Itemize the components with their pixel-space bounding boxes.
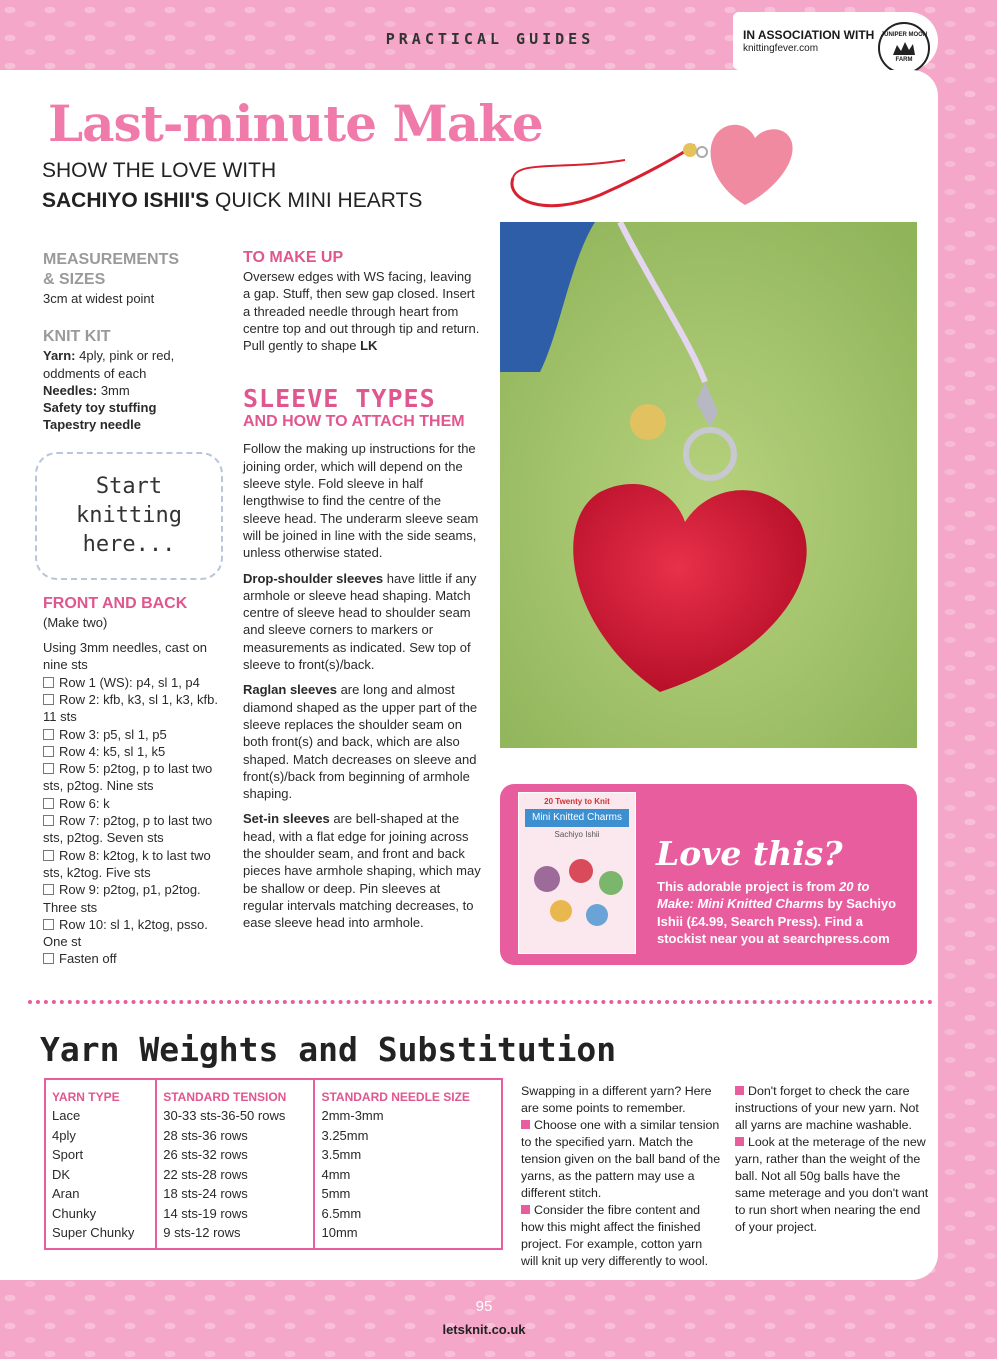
checkbox-icon[interactable] — [43, 746, 54, 757]
row-text: Row 10: sl 1, k2tog, psso. One st — [43, 916, 208, 950]
row-item[interactable] — [43, 743, 233, 760]
checkbox-icon[interactable] — [43, 729, 54, 740]
measurements-heading-line-2: & SIZES — [43, 271, 106, 288]
make-up-text — [243, 268, 481, 354]
tip-text: Look at the meterage of the new yarn, rather than the weight of the ball. Not all 50g balls have the same meterage and you don't want to run short when nearing the end of your project. — [735, 1135, 929, 1234]
bullet-square-icon — [521, 1205, 530, 1214]
table-row — [45, 1166, 502, 1186]
bell-icon — [683, 143, 697, 157]
tip-item — [521, 1202, 721, 1270]
table-row — [45, 1205, 502, 1225]
row-text: Fasten off — [59, 951, 117, 967]
cell-needle-size: 5mm — [314, 1185, 502, 1205]
row-item[interactable] — [43, 847, 233, 882]
subtitle-line-1: SHOW THE LOVE WITH — [42, 159, 277, 182]
checkbox-icon[interactable] — [43, 953, 54, 964]
subtitle-line-2-rest: QUICK MINI HEARTS — [209, 189, 423, 212]
drop-shoulder-term: Drop-shoulder sleeves — [243, 570, 384, 586]
tapestry-item: Tapestry needle — [43, 417, 142, 433]
sleeve-intro-paragraph: Follow the making up instructions for the joining order, which will depend on the sleeve style. Fold sleeve in half lengthwise to find the centre of the sleeve head. The underarm sleeve seam will be joined in line with the side seams, unless otherwise stated. — [243, 441, 479, 561]
checkbox-icon[interactable] — [43, 694, 54, 705]
raglan-paragraph — [243, 681, 481, 802]
page-subtitle — [42, 156, 422, 216]
row-item[interactable] — [43, 881, 233, 916]
row-item[interactable] — [43, 950, 233, 967]
sleeve-types-subheading: AND HOW TO ATTACH THEM — [243, 413, 465, 431]
front-back-heading: FRONT AND BACK — [43, 594, 188, 612]
set-in-text: are bell-shaped at the head, with a flat edge for joining across the shoulder seam, and front and back pieces have armhole shaping, which may be shallow or deep. Pin sleeves at regular intervals matching decreases, to ease sleeve head into armhole. — [243, 811, 481, 931]
row-text: Row 4: k5, sl 1, k5 — [59, 743, 166, 759]
set-in-term: Set-in sleeves — [243, 811, 330, 827]
logo-top-text: JUNIPER MOON — [880, 32, 928, 39]
association-badge[interactable] — [733, 12, 938, 70]
tip-text: Choose one with a similar tension to the specified yarn. Match the tension given on the ball band of the yarns, as the pattern may use a different stitch. — [521, 1118, 721, 1200]
row-text: Row 3: p5, sl 1, p5 — [59, 726, 167, 742]
checkbox-icon[interactable] — [43, 919, 54, 930]
heart-charm-image — [505, 100, 805, 220]
row-item[interactable] — [43, 812, 233, 847]
drop-shoulder-text: have little if any armhole or sleeve head shaping. Match centre of sleeve head to shoulder seam and sleeve corners to markers or measurements as indicated. Sew top of sleeve to front(s)/back. — [243, 570, 477, 673]
cell-tension: 28 sts-36 rows — [156, 1127, 314, 1147]
section-label: PRACTICAL GUIDES — [385, 30, 595, 48]
notes-intro: Swapping in a different yarn? Here are some points to remember. — [521, 1084, 712, 1115]
section-divider — [28, 1000, 933, 1004]
subtitle-line-2 — [42, 186, 422, 216]
book-charms-illustration — [519, 839, 635, 939]
tip-item — [735, 1083, 932, 1134]
bullet-square-icon — [735, 1086, 744, 1095]
measurements-heading — [43, 250, 233, 290]
logo-bottom-text: FARM — [895, 57, 913, 63]
materials-column — [43, 250, 233, 968]
header-yarn-type: YARN TYPE — [52, 1090, 120, 1104]
checkbox-icon[interactable] — [43, 884, 54, 895]
table-row — [45, 1224, 502, 1249]
measurements-value: 3cm at widest point — [43, 291, 155, 306]
row-item[interactable] — [43, 795, 233, 812]
cell-yarn-type: Lace — [52, 1108, 81, 1123]
cell-needle-size: 10mm — [314, 1224, 502, 1249]
page-content — [0, 70, 938, 1280]
header-needle-size: STANDARD NEEDLE SIZE — [314, 1079, 502, 1107]
row-item[interactable] — [43, 726, 233, 743]
set-in-paragraph — [243, 810, 481, 931]
cell-tension: 22 sts-28 rows — [156, 1166, 314, 1186]
cell-needle-size: 4mm — [314, 1166, 502, 1186]
juniper-moon-logo — [878, 22, 930, 74]
make-up-heading: TO MAKE UP — [243, 249, 344, 266]
author-signoff: LK — [360, 338, 378, 354]
checkbox-icon[interactable] — [43, 798, 54, 809]
cell-yarn-type: Super Chunky — [52, 1225, 135, 1240]
bullet-square-icon — [735, 1137, 744, 1146]
cast-on-instruction: Using 3mm needles, cast on nine sts — [43, 640, 208, 673]
checkbox-icon[interactable] — [43, 850, 54, 861]
cell-yarn-type: Sport — [52, 1147, 84, 1162]
love-book-title: 20 to Make: Mini Knitted Charms — [657, 879, 870, 912]
cell-needle-size: 2mm-3mm — [314, 1107, 502, 1127]
cell-needle-size: 3.25mm — [314, 1127, 502, 1147]
yarn-label: Yarn: — [43, 348, 76, 364]
substitution-notes-left — [521, 1083, 721, 1270]
knit-kit-heading: KNIT KIT — [43, 328, 111, 346]
yarn-weights-table — [44, 1078, 503, 1250]
love-text-part-2: by Sachiyo Ishii (£4.99, Search Press). Find a stockist near you at searchpress.com — [657, 896, 897, 946]
heart-icon — [711, 125, 793, 205]
checkbox-icon[interactable] — [43, 815, 54, 826]
love-this-text — [657, 878, 897, 947]
row-text: Row 1 (WS): p4, sl 1, p4 — [59, 674, 200, 690]
row-item[interactable] — [43, 916, 233, 951]
sign-line-2: knitting — [76, 503, 182, 529]
yarn-line — [43, 347, 233, 382]
sleeve-types-heading: SLEEVE TYPES — [243, 384, 436, 414]
row-text: Row 7: p2tog, p to last two sts, p2tog. Seven sts — [43, 813, 213, 846]
sheep-icon — [891, 39, 917, 57]
bullet-square-icon — [521, 1120, 530, 1129]
cell-yarn-type: Chunky — [52, 1205, 97, 1221]
stuffing-item: Safety toy stuffing — [43, 400, 157, 416]
sign-line-1: Start — [95, 474, 163, 500]
drop-shoulder-paragraph — [243, 570, 481, 674]
tip-item — [735, 1134, 932, 1236]
page-number: 95 — [475, 1298, 493, 1315]
association-label: IN ASSOCIATION WITH — [743, 28, 875, 42]
page-title: Last-minute Make — [48, 94, 543, 153]
checkbox-icon[interactable] — [43, 763, 54, 774]
needles-value: 3mm — [97, 382, 130, 398]
book-author: Sachiyo Ishii — [554, 830, 600, 839]
header-tension: STANDARD TENSION — [156, 1079, 314, 1107]
cell-yarn-type: DK — [52, 1166, 71, 1182]
needles-label: Needles: — [43, 382, 98, 398]
association-url: knittingfever.com — [743, 43, 819, 54]
row-text: Row 2: kfb, k3, sl 1, k3, kfb. 11 sts — [43, 691, 218, 725]
cell-yarn-type: 4ply — [52, 1127, 76, 1143]
cell-tension: 9 sts-12 rows — [156, 1224, 314, 1249]
love-this-panel[interactable] — [500, 784, 917, 965]
row-text: Row 9: p2tog, p1, p2tog. Three sts — [43, 882, 201, 915]
bell-icon — [630, 404, 666, 440]
table-row — [45, 1127, 502, 1147]
love-text-part-1: This adorable project is from — [657, 879, 840, 894]
row-checklist — [43, 674, 233, 968]
table-row — [45, 1185, 502, 1205]
heart-photo — [500, 222, 917, 748]
cell-tension: 30-33 sts-36-50 rows — [156, 1107, 314, 1127]
tip-item — [521, 1117, 721, 1202]
cell-needle-size: 3.5mm — [314, 1146, 502, 1166]
table-row — [45, 1107, 502, 1127]
cell-needle-size: 6.5mm — [314, 1205, 502, 1225]
sign-line-3: here... — [82, 532, 176, 558]
make-up-body: Oversew edges with WS facing, leaving a gap. Stuff, then sew gap closed. Insert a threaded needle through heart from centre top and out through tip and return. Pull gently to shape — [243, 269, 480, 354]
cell-yarn-type: Aran — [52, 1186, 80, 1201]
cell-tension: 14 sts-19 rows — [156, 1205, 314, 1225]
love-this-heading: Love this? — [656, 834, 843, 873]
designer-name: SACHIYO ISHII'S — [42, 189, 210, 212]
make-two-note: (Make two) — [43, 614, 108, 630]
checkbox-icon[interactable] — [43, 677, 54, 688]
cell-tension: 18 sts-24 rows — [156, 1185, 314, 1205]
raglan-text: are long and almost diamond shaped as the upper part of the sleeve replaces the shoulder seam on both front(s) and back, which are also shaped. Match decreases on sleeve and front(s)/back from beginning of armhole shaping. — [243, 682, 478, 802]
book-series: 20 Twenty to Knit — [544, 797, 610, 806]
footer-url[interactable]: letsknit.co.uk — [442, 1322, 526, 1337]
substitution-notes-right — [735, 1083, 932, 1236]
row-text: Row 8: k2tog, k to last two sts, k2tog. Five sts — [43, 847, 211, 880]
row-item[interactable] — [43, 674, 233, 691]
row-item[interactable] — [43, 691, 233, 726]
table-row — [45, 1146, 502, 1166]
book-title: Mini Knitted Charms — [525, 809, 629, 827]
row-text: Row 6: k — [59, 795, 110, 811]
raglan-term: Raglan sleeves — [243, 682, 337, 698]
measurements-heading-line-1: MEASUREMENTS — [43, 251, 180, 268]
book-cover[interactable] — [518, 792, 636, 954]
row-item[interactable] — [43, 760, 233, 795]
cell-tension: 26 sts-32 rows — [156, 1146, 314, 1166]
yarn-section-title: Yarn Weights and Substitution — [40, 1030, 617, 1069]
instructions-column — [243, 248, 481, 940]
tip-text: Consider the fibre content and how this might affect the finished project. For example, cotton yarn will knit up very differently to wool. — [521, 1203, 709, 1268]
yarn-value: 4ply, pink or red, oddments of each — [43, 348, 175, 381]
row-text: Row 5: p2tog, p to last two sts, p2tog. Nine sts — [43, 761, 213, 794]
start-knitting-sign — [35, 452, 223, 580]
tip-text: Don't forget to check the care instructions of your new yarn. Not all yarns are machine washable. — [735, 1084, 919, 1132]
needles-line — [43, 382, 233, 399]
